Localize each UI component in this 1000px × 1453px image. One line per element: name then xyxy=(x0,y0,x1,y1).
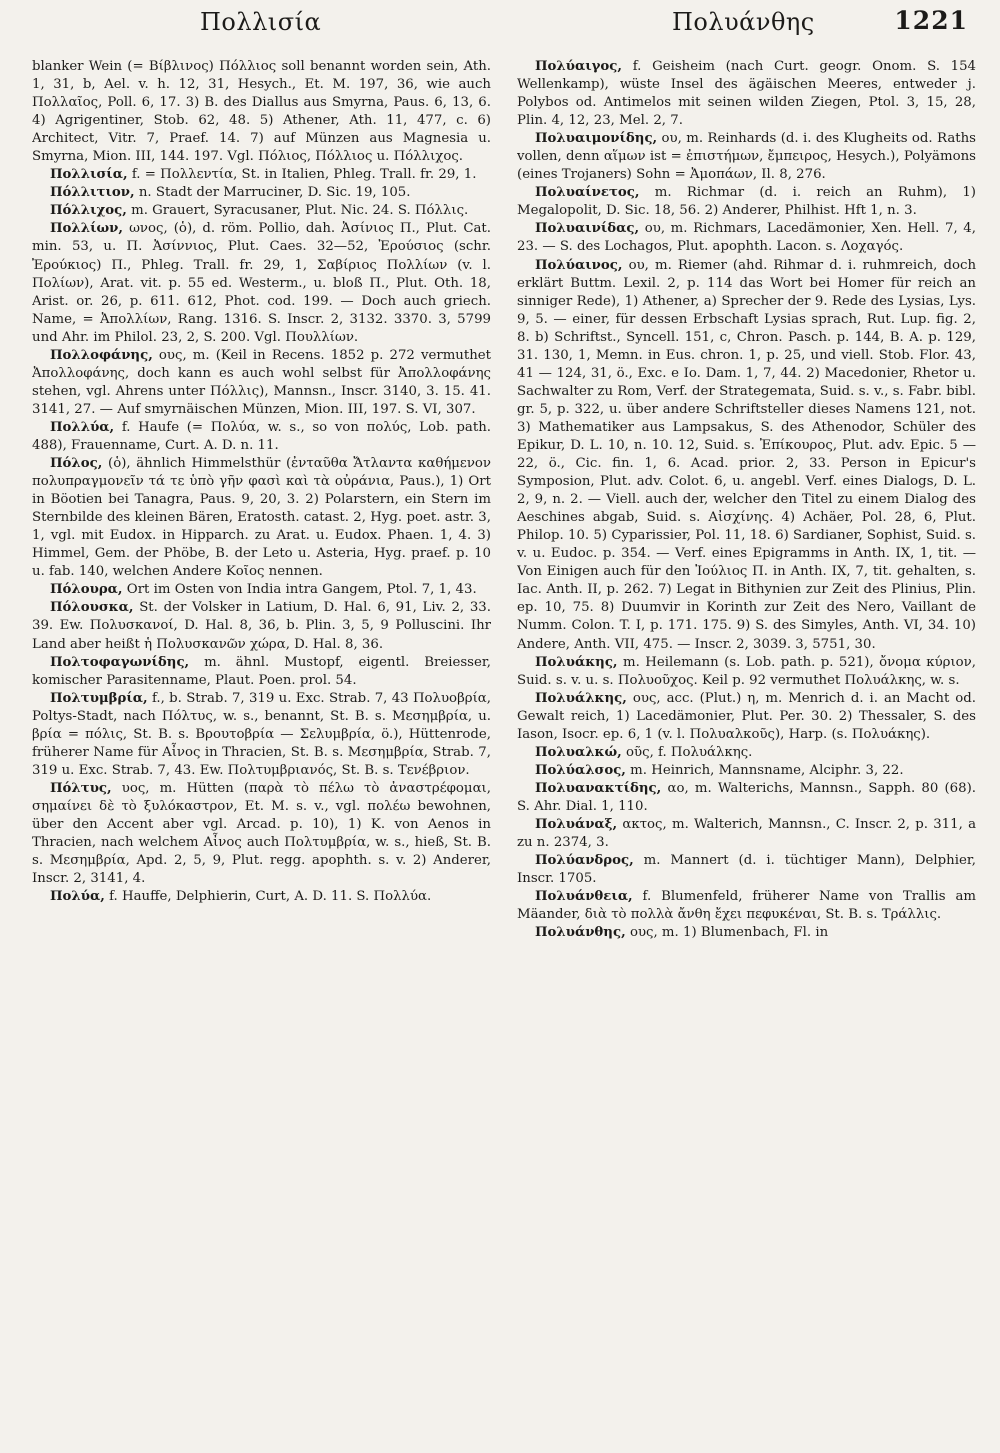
dictionary-entry xyxy=(517,780,976,816)
entry-headword: Πολυάλκης, xyxy=(535,690,627,706)
entry-headword: Πολυάνθεια, xyxy=(535,889,633,905)
text-columns xyxy=(32,58,976,1447)
entry-headword: Πολλοφάνης, xyxy=(50,347,153,363)
entry-body: ωνος, (ὁ), d. röm. Pollio, dah. Ἀσίνιος Π., Plut. Cat. min. 53, u. Π. Ἀσίννιος, Plut. Caes. 32—52, Ἐρούσιος (schr. Ἐρούκιος) Π., Phleg. Trall. fr. 29, 1, Σαβίριος Πολλίων (v. l. Πολίων), Arat. vit. p. 55 ed. Westerm., u. bloß Π., Plut. Oth. 18, Arist. or. 26, p. 611. 612, Phot. cod. 199. — Doch auch griech. Name, = Ἀπολλίων, Rang. 1316. S. Inscr. 2, 3132. 3370. 3, 5799 und Ahr. im Philol. 23, 2, S. 200. Vgl. Πουλλίων. xyxy=(32,221,491,345)
dictionary-entry xyxy=(32,347,491,419)
entry-body: f. = Πολλεντία, St. in Italien, Phleg. Trall. fr. 29, 1. xyxy=(131,167,477,183)
entry-body: οῦς, f. Πολυάλκης. xyxy=(626,744,753,760)
entry-headword: Πολυαλκώ, xyxy=(535,744,622,760)
right-running-head: Πολυάνθης xyxy=(672,8,815,36)
entry-body: m. Heilemann (s. Lob. path. p. 521), ὄνομα κύριον, Suid. s. v. u. s. Πολυοῦχος. Keil p. 92 vermuthet Πολυάλκης, w. s. xyxy=(517,654,976,688)
entry-headword: Πολυανακτίδης, xyxy=(535,780,662,796)
entry-body: ους, m. 1) Blumenbach, Fl. in xyxy=(629,925,829,941)
entry-body: αο, m. Walterichs, Mannsn., Sapph. 80 (68). S. Ahr. Dial. 1, 110. xyxy=(517,780,976,814)
entry-headword: Πολύαλσος, xyxy=(535,762,626,778)
entry-body: f., b. Strab. 7, 319 u. Exc. Strab. 7, 43 Πολυοβρία, Poltys-Stadt, nach Πόλτυς, w. s., benannt, St. B. s. Μεσημβρία, u. βρία = πόλις, St. B. s. Βρουτοβρία — Σελυμβρία, ö.), Hüttenrode, früherer Name für Αἶνος in Thracien, St. B. s. Μεσημβρία, Strab. 7, 319 u. Exc. Strab. 7, 43. Ew. Πολτυμβριανός, St. B. s. Τενέβριον. xyxy=(32,690,491,778)
entry-body: f. Haufe (= Πολύα, w. s., so von πολύς, Lob. path. 488), Frauenname, Curt. A. D. n. 11. xyxy=(32,419,491,453)
dictionary-entry xyxy=(517,924,976,942)
entry-headword: Πολυάκης, xyxy=(535,654,618,670)
dictionary-entry xyxy=(32,780,491,888)
entry-body: υος, m. Hütten (παρὰ τὸ πέλω τὸ ἀναστρέφομαι, σημαίνει δὲ τὸ ξυλόκαστρον, Et. M. s. v., vgl. πολέω bewohnen, über den Accent aber vgl. Arcad. p. 10), 1) K. von Aenos in Thracien, nach welchem Αἶνος auch Πολτυμβρία, w. s., hieß, St. B. s. Μεσημβρία, Apd. 2, 5, 9, Plut. regg. apophth. s. v. 2) Anderer, Inscr. 2, 3141, 4. xyxy=(32,780,491,887)
entry-headword: Πολυαίνετος, xyxy=(535,185,640,201)
dictionary-entry xyxy=(517,816,976,852)
dictionary-entry xyxy=(517,744,976,762)
dictionary-entry xyxy=(517,184,976,220)
entry-body: blanker Wein (= Βίβλινος) Πόλλιος soll benannt worden sein, Ath. 1, 31, b, Ael. v. h. 12, 31, Hesych., Et. M. 197, 36, wie auch Πολλαῖος, Poll. 6, 17. 3) B. des Diallus aus Smyrna, Paus. 6, 13, 6. 4) Agrigentiner, Stob. 62, 48. 5) Athener, Ath. 11, 477, c. 6) Architect, Vitr. 7, Praef. 14. 7) auf Münzen aus Magnesia u. Smyrna, Mion. III, 144. 197. Vgl. Πόλιος, Πόλλιος u. Πόλλιχος. xyxy=(32,59,491,165)
entry-body: (ὁ), ähnlich Himmelsthür (ἐνταῦθα Ἄτλαντα καθήμενον πολυπραγμονεῖν τά τε ὑπὸ γῆν φασὶ καὶ τὰ οὐράνια, Paus.), 1) Ort in Böotien bei Tanagra, Paus. 9, 20, 3. 2) Polarstern, ein Stern im Sternbilde des kleinen Bären, Eratosth. catast. 2, Hyg. poet. astr. 3, 1, vgl. mit Eudox. in Hipparch. zu Arat. u. Eudox. Phaen. 1, 4. 3) Himmel, Gem. der Phöbe, B. der Leto u. Asteria, Hyg. praef. p. 10 u. fab. 140, welchen Andere Κοῖος nennen. xyxy=(32,456,491,580)
dictionary-entry xyxy=(517,58,976,130)
left-running-head: Πολλισία xyxy=(200,8,322,36)
entry-body: m. Richmar (d. i. reich an Ruhm), 1) Megalopolit, D. Sic. 18, 56. 2) Anderer, Philhist. Hft 1, n. 3. xyxy=(517,185,976,219)
right-column xyxy=(517,58,976,1447)
entry-headword: Πολτοφαγωνίδης, xyxy=(50,654,190,670)
entry-headword: Πολτυμβρία, xyxy=(50,690,148,706)
dictionary-entry xyxy=(517,852,976,888)
dictionary-entry xyxy=(32,690,491,780)
dictionary-entry xyxy=(32,58,491,166)
entry-body: m. ähnl. Mustopf, eigentl. Breiesser, komischer Parasitenname, Plaut. Poen. prol. 54. xyxy=(32,654,491,688)
dictionary-entry xyxy=(32,184,491,202)
dictionary-entry xyxy=(32,166,491,184)
dictionary-entry xyxy=(32,888,491,906)
entry-headword: Πόλος, xyxy=(50,456,103,472)
entry-headword: Πολύαιγος, xyxy=(535,59,623,74)
entry-headword: Πόλτυς, xyxy=(50,780,112,796)
entry-body: ου, m. Richmars, Lacedämonier, Xen. Hell. 7, 4, 23. — S. des Lochagos, Plut. apophth. Lacon. s. Λοχαγός. xyxy=(517,221,976,255)
entry-headword: Πόλουρα, xyxy=(50,582,123,598)
entry-headword: Πολλισία, xyxy=(50,167,128,183)
dictionary-entry xyxy=(32,220,491,346)
entry-body: f. Blumenfeld, früherer Name von Trallis am Mäander, διὰ τὸ πολλὰ ἄνθη ἔχει πεφυκέναι, St. B. s. Τράλλις. xyxy=(517,889,976,923)
entry-body: Ort im Osten von India intra Gangem, Ptol. 7, 1, 43. xyxy=(126,582,477,598)
entry-headword: Πολύα, xyxy=(50,889,105,905)
entry-body: ους, acc. (Plut.) η, m. Menrich d. i. an Macht od. Gewalt reich, 1) Lacedämonier, Plut. Per. 30. 2) Thessaler, S. des Iason, Isocr. ep. 6, 1 (v. l. Πολυαλκοῦς), Harp. (s. Πολυάκης). xyxy=(517,690,976,742)
entry-body: n. Stadt der Marruciner, D. Sic. 19, 105. xyxy=(138,185,411,201)
entry-headword: Πολυάνθης, xyxy=(535,925,626,941)
entry-headword: Πολυαινίδας, xyxy=(535,221,640,237)
entry-headword: Πολλίων, xyxy=(50,221,124,237)
dictionary-entry xyxy=(517,888,976,924)
entry-body: m. Mannert (d. i. tüchtiger Mann), Delphier, Inscr. 1705. xyxy=(517,853,976,887)
entry-body: m. Grauert, Syracusaner, Plut. Nic. 24. S. Πόλλις. xyxy=(131,203,469,219)
left-column xyxy=(32,58,491,1447)
entry-body: f. Geisheim (nach Curt. geogr. Onom. S. 154 Wellenkamp), wüste Insel des ägäischen Meeres, entweder j. Polybos od. Antimelos mit seinen wilden Ziegen, Ptol. 3, 15, 28, Plin. 4, 12, 23, Mel. 2, 7. xyxy=(517,59,976,129)
entry-body: St. der Volsker in Latium, D. Hal. 6, 91, Liv. 2, 33. 39. Ew. Πολυσκανοί, D. Hal. 8, 36, b. Plin. 3, 5, 9 Polluscini. Ihr Land aber heißt ἡ Πολυσκανῶν χώρα, D. Hal. 8, 36. xyxy=(32,600,491,652)
entry-headword: Πολλύα, xyxy=(50,419,115,435)
entry-body: f. Hauffe, Delphierin, Curt, A. D. 11. S. Πολλύα. xyxy=(109,889,432,905)
dictionary-entry xyxy=(517,654,976,690)
dictionary-entry xyxy=(32,654,491,690)
entry-headword: Πόλλιτιον, xyxy=(50,185,135,201)
entry-body: ους, m. (Keil in Recens. 1852 p. 272 vermuthet Ἀπολλοφάνης, doch kann es auch wohl selbst für Ἀπολλοφάνης stehen, vgl. Ahrens unter Πόλλις), Mannsn., Inscr. 3140, 3. 15. 41. 3141, 27. — Auf smyrnäischen Münzen, Mion. III, 197. S. VI, 307. xyxy=(32,347,491,417)
page-number: 1221 xyxy=(894,6,968,35)
entry-headword: Πόλλιχος, xyxy=(50,203,127,219)
dictionary-entry xyxy=(517,257,976,654)
dictionary-entry xyxy=(32,455,491,581)
page-header xyxy=(32,4,976,60)
dictionary-entry xyxy=(517,130,976,184)
dictionary-entry xyxy=(517,690,976,744)
dictionary-entry xyxy=(517,220,976,256)
entry-headword: Πολύαινος, xyxy=(535,257,623,273)
dictionary-entry xyxy=(32,599,491,653)
entry-headword: Πόλουσκα, xyxy=(50,600,134,616)
entry-body: ου, m. Riemer (ahd. Rihmar d. i. ruhmreich, doch erklärt Buttm. Lexil. 2, p. 114 das Wort bei Homer für reich an sinniger Rede), 1) Athener, a) Sprecher der 9. Rede des Lysias, Lys. 9, 5. — einer, für dessen Erbschaft Lysias sprach, Rut. Lup. fig. 2, 8. b) Schriftst., Syncell. 151, c, Chron. Pasch. p. 144, B. A. p. 129, 31. 130, 1, Memn. in Eus. chron. 1, p. 25, und viell. Stob. Flor. 43, 41 — 124, 31, ö., Exc. e Io. Dam. 1, 7, 44. 2) Macedonier, Rhetor u. Sachwalter zu Rom, Verf. der Strategemata, Suid. s. v., s. Fabr. bibl. gr. 5, p. 322, u. über andere Schriftsteller dieses Namens 121, not. 3) Mathematiker aus Lampsakus, S. des Athenodor, Schüler des Epikur, D. L. 10, n. 10. 12, Suid. s. Ἐπίκουρος, Plut. adv. Epic. 5 — 22, ö., Cic. fin. 1, 6. Acad. prior. 2, 33. Person in Epicur's Symposion, Plut. adv. Colot. 6, u. angebl. Verf. eines Dialogs, D. L. 2, 9, n. 2. — Viell. auch der, welcher den Titel zu einem Dialog des Aeschines abgab, Suid. s. Αἰσχίνης. 4) Achäer, Pol. 28, 6, Plut. Philop. 10. 5) Cyparissier, Pol. 11, 18. 6) Sardianer, Sophist, Suid. s. v. u. Eudoc. p. 354. — Verf. eines Epigramms in Anth. IX, 1, tit. — Von Einigen auch für den Ἰούλιος Π. in Anth. IX, 7, tit. gehalten, s. Iac. Anth. II, p. 262. 7) Legat in Bithynien zur Zeit des Plinius, Plin. ep. 10, 75. 8) Duumvir in Korinth zur Zeit des Nero, Vaillant de Numm. Colon. T. I, p. 171. 175. 9) S. des Simyles, Anth. VI, 34. 10) Andere, Anth. VII, 475. — Inscr. 2, 3039. 3, 5751, 30. xyxy=(517,257,976,652)
dictionary-entry xyxy=(517,762,976,780)
dictionary-entry xyxy=(32,581,491,599)
dictionary-entry xyxy=(32,419,491,455)
entry-body: m. Heinrich, Mannsname, Alciphr. 3, 22. xyxy=(630,762,904,778)
entry-headword: Πολυαιμονίδης, xyxy=(535,131,658,147)
entry-headword: Πολυάναξ, xyxy=(535,816,618,832)
entry-body: ακτος, m. Walterich, Mannsn., C. Inscr. 2, p. 311, a zu n. 2374, 3. xyxy=(517,816,976,851)
entry-headword: Πολύανδρος, xyxy=(535,853,634,869)
entry-body: ου, m. Reinhards (d. i. des Klugheits od. Raths vollen, denn αἵμων ist = ἐπιστήμων, ἔμπειρος, Hesych.), Polyämons (eines Trojaners) Sohn = Ἀμοπάων, Il. 8, 276. xyxy=(517,131,976,183)
dictionary-entry xyxy=(32,202,491,220)
